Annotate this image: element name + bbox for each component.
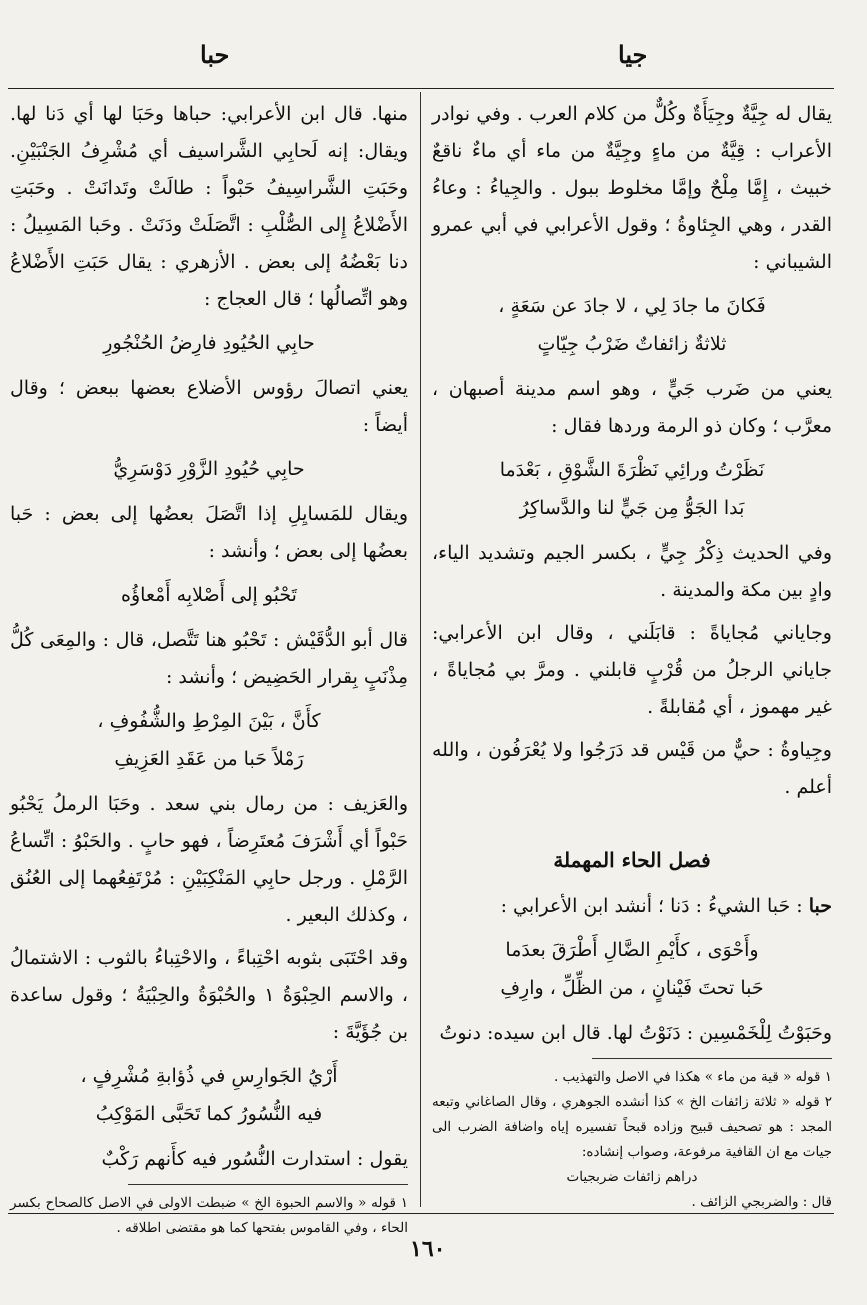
paragraph: وحَبَوْتُ لِلْخَمْسِين : دَنَوْتُ لها. قال ابن سيده: دنوتُ [439, 1022, 832, 1044]
verse-line: رَمْلاً حَبا من عَقَدِ العَزِيفِ [114, 748, 304, 770]
paragraph: ويقال للمَسايِلِ إذا اتَّصَلَ بعضُها إلى بعض : حَبا بعضُها إلى بعض ؛ وأنشد : [10, 503, 408, 562]
footnote: ١ قوله « والاسم الحبوة الخ » ضبطت الاولى في الاصل كالصحاح بكسر الحاء ، وفي القاموس بفتحها كما هو مقتضى اطلاقه . [10, 1195, 408, 1236]
paragraph: وجِياوةُ : حيٌّ من قَيْس قد دَرَجُوا ولا يُعْرَفُون ، والله أعلم . [432, 739, 832, 798]
left-column [10, 96, 408, 1236]
verse [10, 1057, 408, 1133]
verse-line: تَحْبُو إلى أَصْلابِه أَمْعاؤُه [121, 584, 297, 606]
header-right-title: جيا [618, 40, 648, 69]
verse [432, 451, 832, 527]
verse-line: وأَحْوَى ، كأَيْمِ الضَّالِ أَطْرَقَ بعدَما [505, 939, 759, 961]
verse-line: فيه النُّسُورُ كما تَحَبَّى المَوْكِبُ [95, 1103, 323, 1125]
verse-line: ثلاثةٌ زائفاتٌ ضَرْبُ جِيّاتٍ [537, 333, 727, 355]
entry-paragraph [432, 888, 832, 925]
column-divider [420, 92, 421, 1207]
paragraph: وفي الحديث ذِكْرُ جِيٍّ ، بكسر الجيم وتشديد الياء، وادٍ بين مكة والمدينة . [432, 542, 832, 601]
verse [10, 450, 408, 488]
verse-line: أَرْيُ الجَوارِسِ في ذُؤابةِ مُشْرِفٍ ، [80, 1065, 338, 1087]
paragraph: يقال له جِيَّةٌ وجِيَأَةٌ وكُلٌّ من كلام العرب . وفي نوادر الأعراب : قِيَّةٌ من ماءٍ وجِيَّةٌ من ماء أي ماءٌ ناقعٌ خبيث ، إِمَّا مِلْحٌ وإمَّا مخلوط ببول . والجِياءُ : وعاءُ القدر ، وهي الجِئاوةُ ؛ وقول الأعرابي في أبي عمرو الشيباني : [432, 103, 832, 273]
page-number: ١٦٠ [410, 1236, 446, 1262]
paragraph: منها. قال ابن الأعرابي: حباها وحَبَا لها أي دَنا لها. ويقال: إنه لَحابِي الشَّراسيف أي مُشْرِفُ الجَنْبَيْنِ. وحَبَتِ الشَّراسِيفُ حَبْواً : طالَتْ وتَدانَتْ . وحَبَتِ الأَضْلاعُ إِلى الصُّلْبِ : اتَّصَلَتْ ودَنَتْ . وحَبا المَسِيلُ : دنا بَعْضُهُ إلى بعض . الأزهري : يقال حَبَتِ الأَضْلاعُ وهو اتِّصالُها ؛ قال العجاج : [10, 103, 408, 310]
verse-line: حابِي حُيُودِ الزَّوْرِ دَوْسَرِيُّ [113, 458, 305, 480]
header-rule [8, 88, 834, 89]
verse-line: بَدا الجَوُّ مِن جَيٍّ لنا والدَّساكِرُ [519, 497, 745, 519]
verse-line: حَبا تحتَ فَيْنانٍ ، من الظِّلِّ ، وارِفِ [500, 977, 764, 999]
verse-line: نَظَرْتُ ورائِي نَظْرَةَ الشَّوْقِ ، بَعْدَما [499, 459, 765, 481]
paragraph: يعني من ضَرب جَيٍّ ، وهو اسم مدينة أصبهان ، معرَّب ؛ وكان ذو الرمة وردها فقال : [432, 378, 832, 437]
footnote: ٢ قوله « ثلاثة زائفات الخ » كذا أنشده الجوهري ، وقال الصاغاني وتبعه المجد : هو تصحيف قبيح وزاده قبحاً تفسيره إياه واضافة الضرب الى جيات مع ان القافية مرفوعة، وصواب إنشاده: [432, 1094, 832, 1160]
footnote-verse: دراهم زائفات ضربجيات [566, 1169, 698, 1185]
paragraph: وقد احْتَبَى بثوبه احْتِباءً ، والاحْتِباءُ بالثوب : الاشتمالُ ، والاسم الحِبْوَةُ ١ والحُبْوَةُ والحِبْيَةُ ؛ وقول ساعدة بن جُؤَيَّةَ : [10, 947, 408, 1043]
headword: حبا [808, 895, 832, 917]
verse-line: كأَنَّ ، بَيْنَ المِرْطِ والشُّفُوفِ ، [97, 710, 321, 732]
footnote-separator [128, 1184, 408, 1185]
verse [10, 576, 408, 614]
verse-line: حابِي الحُيُودِ فارِضُ الحُنْجُورِ [103, 332, 315, 354]
paragraph: وجاياني مُجاياةً : قابَلَني ، وقال ابن الأعرابي: جاياني الرجلُ من قُرْبٍ قابلني . ومرَّ بي مُجاياةً ، غير مهموز ، أي مُقابلةً . [432, 622, 832, 718]
paragraph: يقول : استدارت النُّسُور فيه كأَنهم رَكْبٌ [101, 1148, 408, 1170]
verse [10, 324, 408, 362]
verse-line: فَكانَ ما جادَ لِي ، لا جادَ عن سَعَةٍ ، [498, 295, 766, 317]
paragraph: يعني اتصالَ رؤوس الأضلاع بعضها ببعض ؛ وقال أيضاً : [10, 377, 408, 436]
verse [432, 931, 832, 1007]
header-left-title: حبا [200, 40, 230, 69]
entry-text: : حَبا الشيءُ : دَنا ؛ أنشد ابن الأعرابي : [500, 895, 803, 917]
footnote: قال : والضربجي الزائف . [691, 1194, 832, 1210]
paragraph: قال أبو الدُّقَيْش : تَحْبُو هنا تَتَّصل، قال : والمِعَى كُلُّ مِذْنَبٍ بِقرار الحَضِيض ؛ وأنشد : [10, 629, 408, 688]
verse [432, 287, 832, 363]
verse [10, 702, 408, 778]
footnote: ١ قوله « قية من ماء » هكذا في الاصل والتهذيب . [553, 1069, 832, 1085]
section-title: فصل الحاء المهملة [553, 848, 711, 872]
paragraph: والعَزيف : من رمال بني سعد . وحَبَا الرملُ يَحْبُو حَبْواً أي أَشْرَفَ مُعتَرِضاً ، فهو حابٍ . والحَبْوُ : اتِّساعُ الرَّمْلِ . ورجل حابِي المَنْكِبَيْنِ : مُرْتَفِعُهما إلى العُنُق ، وكذلك البعير . [10, 793, 408, 926]
footnote-separator [592, 1058, 832, 1059]
right-column [432, 96, 832, 1210]
footer-rule [8, 1213, 834, 1214]
